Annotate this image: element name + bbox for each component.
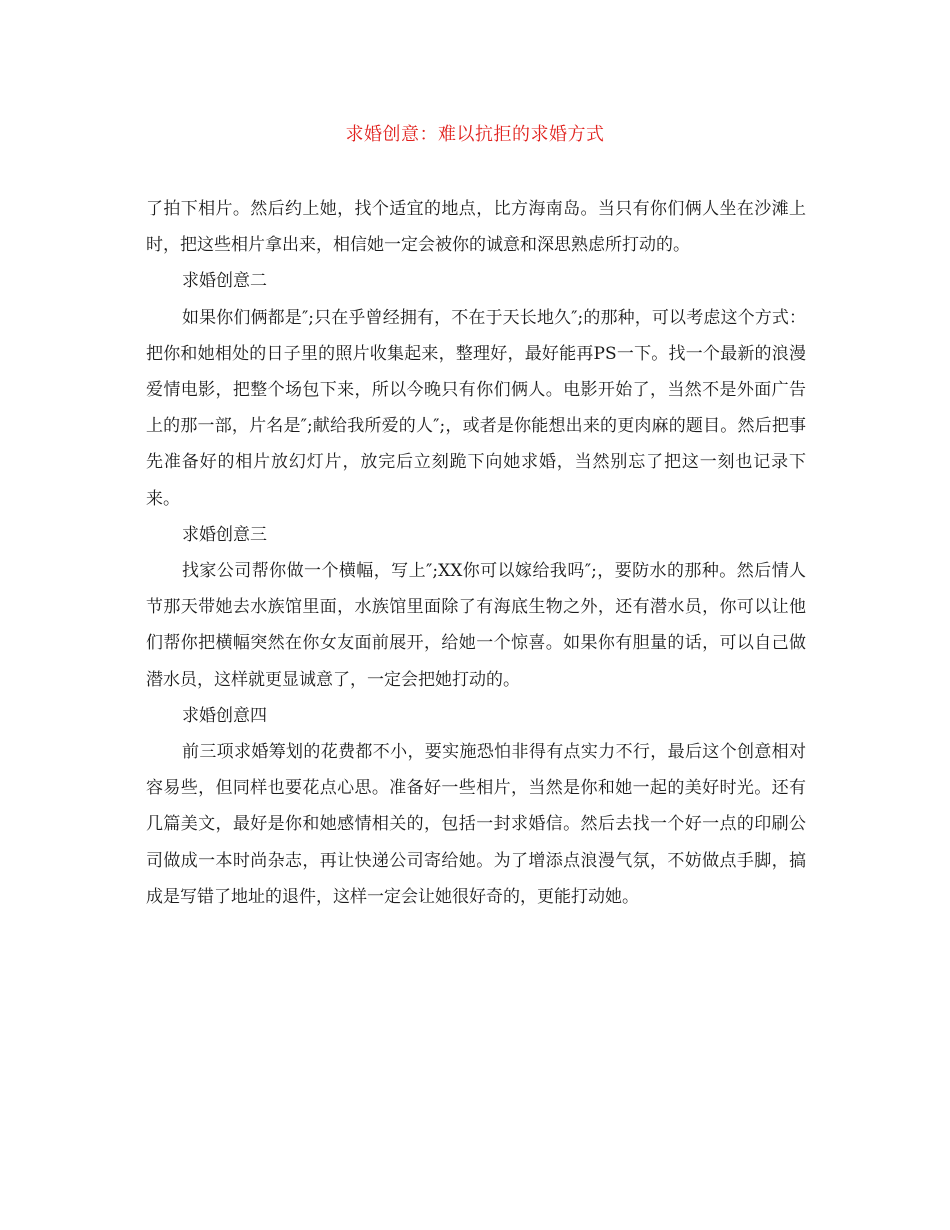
document-body [146,191,806,915]
document-title: 求婚创意：难以抗拒的求婚方式 [345,124,605,145]
section-heading-3: 求婚创意三 [182,524,267,545]
section-heading-4: 求婚创意四 [182,705,267,726]
paragraph-idea-4: 前三项求婚筹划的花费都不小，要实施恐怕非得有点实力不行，最后这个创意相对容易些，但同样也要花点心思。准备好一些相片，当然是你和她一起的美好时光。还有几篇美文，最好是你和她感情相关的，包括一封求婚信。然后去找一个好一点的印刷公司做成一本时尚杂志，再让快递公司寄给她。为了增添点浪漫气氛，不妨做点手脚，搞成是写错了地址的退件，这样一定会让她很好奇的，更能打动她。 [146,742,806,907]
section-heading-2: 求婚创意二 [182,271,267,292]
paragraph-idea-3: 找家公司帮你做一个横幅，写上″;XX你可以嫁给我吗″;，要防水的那种。然后情人节那天带她去水族馆里面，水族馆里面除了有海底生物之外，还有潜水员，你可以让他们帮你把横幅突然在你女友面前展开，给她一个惊喜。如果你有胆量的话，可以自己做潜水员，这样就更显诚意了，一定会把她打动的。 [146,561,806,690]
paragraph-idea-2: 如果你们俩都是″;只在乎曾经拥有，不在于天长地久″;的那种，可以考虑这个方式：把你和她相处的日子里的照片收集起来，整理好，最好能再PS一下。找一个最新的浪漫爱情电影，把整个场包下来，所以今晚只有你们俩人。电影开始了，当然不是外面广告上的那一部，片名是″;献给我所爱的人″;，或者是你能想出来的更肉麻的题目。然后把事先准备好的相片放幻灯片，放完后立刻跪下向她求婚，当然别忘了把这一刻也记录下来。 [146,307,806,509]
paragraph-intro: 了拍下相片。然后约上她，找个适宜的地点，比方海南岛。当只有你们俩人坐在沙滩上时，把这些相片拿出来，相信她一定会被你的诚意和深思熟虑所打动的。 [146,199,806,256]
